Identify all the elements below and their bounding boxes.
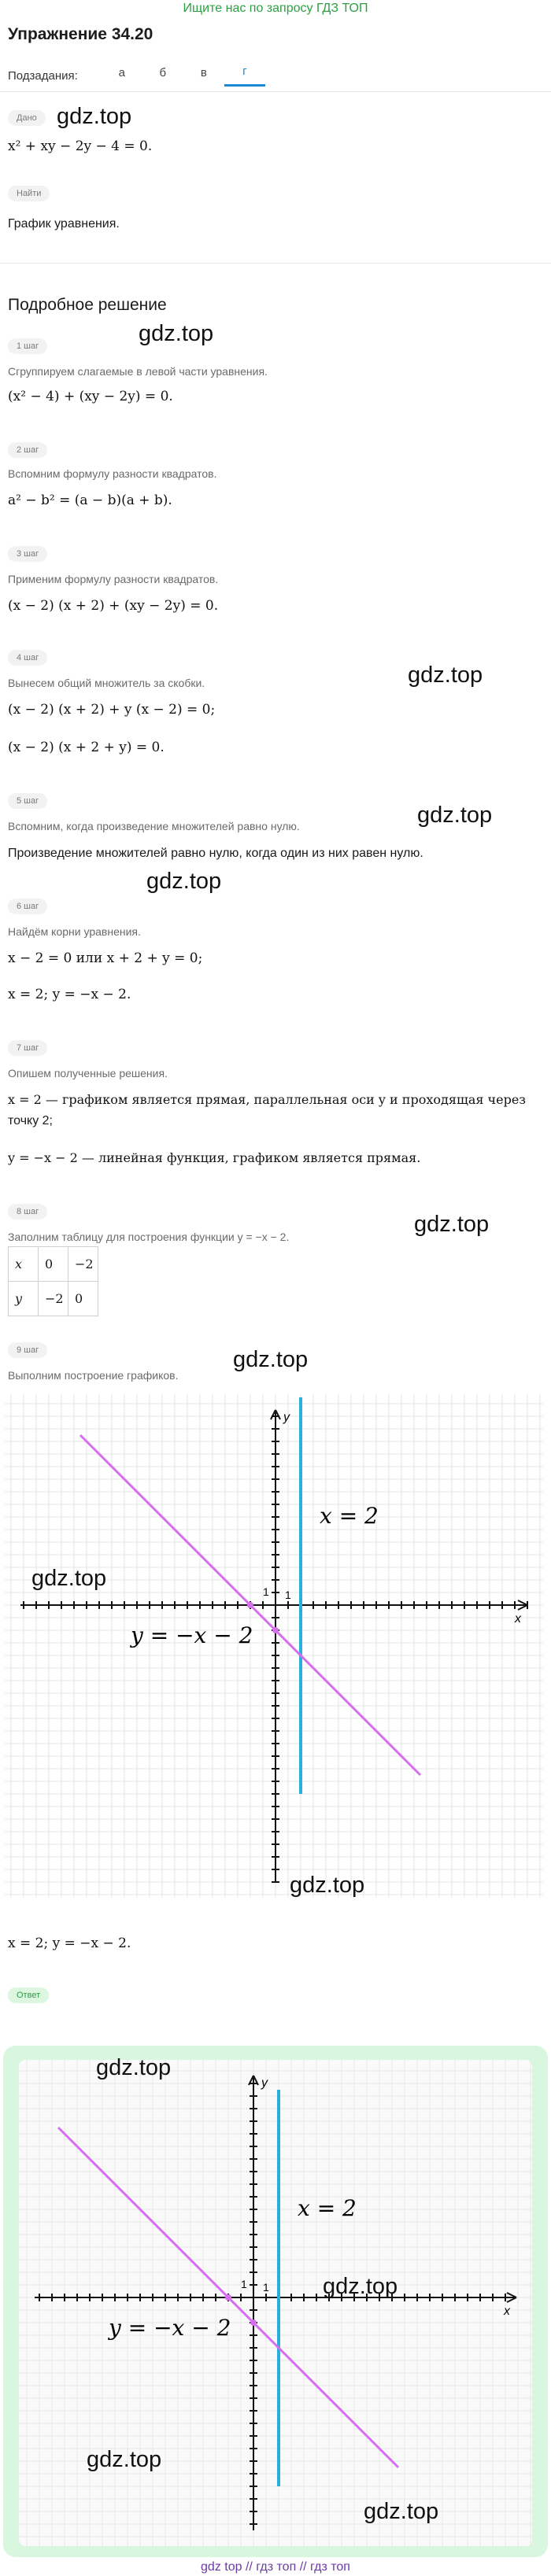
step-2-desc: Вспомним формулу разности квадратов. (8, 467, 217, 480)
step-1-badge: 1 шаг (8, 338, 47, 354)
table-cell: 0 (39, 1247, 68, 1282)
x-axis-label: x (504, 2305, 510, 2318)
watermark: gdz.top (139, 321, 214, 346)
table-cell: 0 (68, 1282, 98, 1316)
step-9-badge: 9 шаг (8, 1342, 47, 1358)
step-7-line-2: точку 2; (8, 1114, 53, 1127)
step-7-line-3: y = −x − 2 — линейная функция, графиком является прямая. (8, 1150, 421, 1165)
divider (0, 263, 551, 264)
step-4-badge: 4 шаг (8, 650, 47, 666)
point-x-intercept (225, 2294, 231, 2301)
answer-inner (19, 2060, 532, 2546)
step-1-line: (x² − 4) + (xy − 2y) = 0. (8, 389, 173, 404)
tab-b[interactable]: б (159, 65, 167, 79)
table-cell: x (9, 1247, 39, 1282)
watermark: gdz.top (31, 1566, 107, 1591)
result-line: x = 2; y = −x − 2. (8, 1936, 131, 1951)
find-text: График уравнения. (8, 217, 120, 231)
step-5-line: Произведение множителей равно нулю, когда один из них равен нулю. (8, 847, 423, 860)
step-4-line-1: (x − 2) (x + 2) + y (x − 2) = 0; (8, 702, 216, 718)
graph-solution (5, 1394, 543, 1898)
watermark: gdz.top (57, 104, 132, 129)
step-6-line-2: x = 2; y = −x − 2. (8, 987, 131, 1002)
step-4-line-2: (x − 2) (x + 2 + y) = 0. (8, 740, 165, 755)
step-6-desc: Найдём корни уравнения. (8, 925, 141, 938)
given-badge: Дано (8, 110, 46, 126)
step-6-line-1: x − 2 = 0 или x + 2 + y = 0; (8, 950, 203, 966)
watermark: gdz.top (233, 1347, 309, 1372)
label-x-equals-2: x = 2 (320, 1503, 379, 1529)
step-8-badge: 8 шаг (8, 1204, 47, 1220)
answer-panel (3, 2046, 548, 2557)
tab-v[interactable]: в (200, 65, 207, 79)
label-y-function: y = −x − 2 (131, 1622, 253, 1648)
step-3-desc: Применим формулу разности квадратов. (8, 573, 219, 585)
answer-badge: Ответ (8, 1987, 49, 2003)
watermark: gdz.top (323, 2274, 398, 2299)
x-axis-label: x (515, 1612, 521, 1626)
graph-answer (19, 2060, 532, 2546)
step-5-badge: 5 шаг (8, 793, 47, 809)
footer-links[interactable]: gdz top // гдз топ // гдз топ (201, 2560, 350, 2574)
subtasks-row (8, 65, 265, 87)
point-y-intercept (272, 1627, 279, 1633)
solution-title: Подробное решение (8, 296, 167, 314)
tab-a[interactable]: а (118, 65, 125, 79)
tick-label-x: 1 (285, 1589, 291, 1601)
watermark: gdz.top (414, 1212, 490, 1237)
step-3-line: (x − 2) (x + 2) + (xy − 2y) = 0. (8, 598, 219, 614)
page-title: Упражнение 34.20 (8, 25, 153, 43)
tick-label-y: 1 (263, 1585, 269, 1598)
step-5-desc: Вспомним, когда произведение множителей равно нулю. (8, 820, 300, 832)
step-2-badge: 2 шаг (8, 442, 47, 458)
given-equation: x² + xy − 2y − 4 = 0. (8, 138, 153, 154)
watermark: gdz.top (417, 803, 493, 828)
values-table (8, 1246, 98, 1316)
table-cell: y (9, 1282, 39, 1316)
step-2-line: a² − b² = (a − b)(a + b). (8, 493, 172, 508)
tab-g[interactable]: г (224, 65, 265, 87)
watermark: gdz.top (87, 2447, 162, 2472)
tick-label-x: 1 (263, 2281, 269, 2294)
step-6-badge: 6 шаг (8, 899, 47, 914)
step-4-desc: Вынесем общий множитель за скобки. (8, 677, 205, 689)
step-8-desc: Заполним таблицу для построения функции y = −x − 2. (8, 1231, 290, 1243)
watermark: gdz.top (96, 2055, 172, 2080)
watermark: gdz.top (408, 662, 483, 688)
step-3-badge: 3 шаг (8, 546, 47, 562)
label-y-function: y = −x − 2 (109, 2315, 231, 2341)
watermark: gdz.top (364, 2499, 439, 2524)
point-y-intercept (250, 2320, 257, 2326)
table-cell: −2 (39, 1282, 68, 1316)
find-badge: Найти (8, 186, 50, 201)
step-7-badge: 7 шаг (8, 1040, 47, 1056)
y-axis-label: y (261, 2076, 268, 2090)
point-x-intercept (247, 1602, 253, 1608)
step-7-desc: Опишем полученные решения. (8, 1067, 168, 1079)
step-1-desc: Сгруппируем слагаемые в левой части уравнения. (8, 365, 268, 378)
watermark: gdz.top (290, 1873, 365, 1898)
divider (0, 91, 551, 92)
top-banner[interactable]: Ищите нас по запросу ГДЗ ТОП (183, 2, 368, 15)
tick-label-y: 1 (241, 2278, 247, 2290)
step-7-line-1: x = 2 — графиком является прямая, параллельная оси y и проходящая через (8, 1092, 527, 1107)
subtasks-label: Подзадания: (8, 68, 78, 83)
table-cell: −2 (68, 1247, 98, 1282)
label-x-equals-2: x = 2 (298, 2195, 357, 2221)
step-9-desc: Выполним построение графиков. (8, 1369, 179, 1382)
watermark: gdz.top (146, 869, 222, 894)
y-axis-label: y (283, 1411, 290, 1424)
